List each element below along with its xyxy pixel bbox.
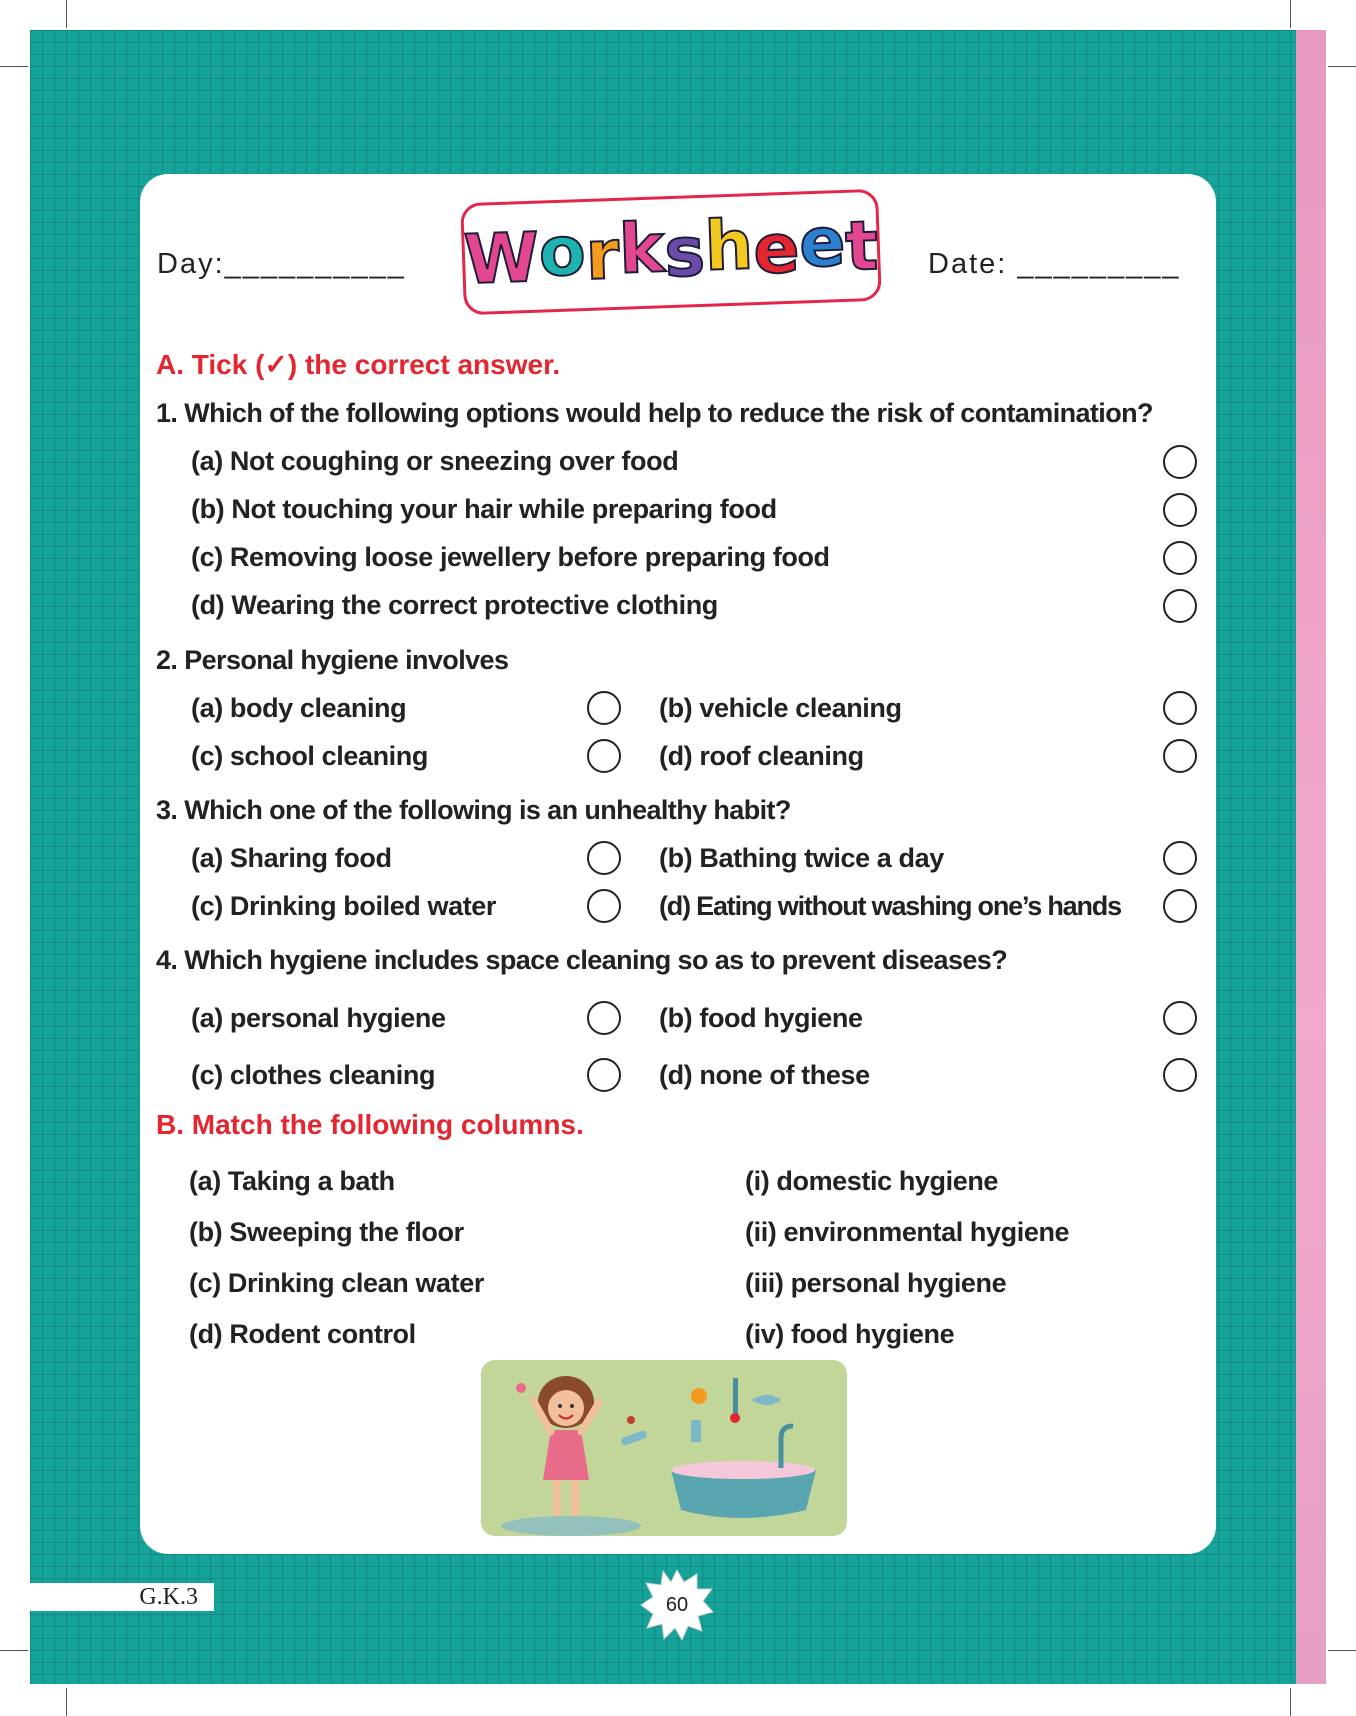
- q1-option-c: (c) Removing loose jewellery before preparing food: [191, 542, 830, 572]
- section-a-heading: A. Tick (✓) the correct answer.: [156, 349, 561, 380]
- q2-option-d-checkbox[interactable]: [1163, 739, 1197, 773]
- bath-scene-icon: [481, 1360, 847, 1536]
- q1-option-a: (a) Not coughing or sneezing over food: [191, 446, 679, 476]
- q4-option-b: (b) food hygiene: [659, 1003, 863, 1033]
- page-number: 60: [665, 1594, 689, 1616]
- question-1: 1. Which of the following options would help to reduce the risk of contamination?: [156, 398, 1153, 428]
- worksheet-title: [462, 202, 880, 301]
- match-left-item: (c) Drinking clean water: [189, 1268, 484, 1298]
- page-number-badge: [640, 1568, 714, 1642]
- q1-option-a-checkbox[interactable]: [1163, 445, 1197, 479]
- worksheet-title-letter: e: [797, 202, 847, 284]
- worksheet-title-letter: e: [751, 209, 801, 291]
- q4-option-c-checkbox[interactable]: [587, 1058, 621, 1092]
- crop-mark: [1290, 1688, 1291, 1716]
- crop-mark: [1290, 0, 1291, 28]
- match-right-item: (ii) environmental hygiene: [745, 1217, 1070, 1247]
- worksheet-title-letter: k: [617, 209, 666, 290]
- q1-option-d-checkbox[interactable]: [1163, 589, 1197, 623]
- q3-option-b-checkbox[interactable]: [1163, 841, 1197, 875]
- hygiene-illustration: [481, 1360, 847, 1536]
- crop-mark: [1328, 66, 1356, 67]
- worksheet-title-letter: s: [663, 212, 707, 294]
- crop-mark: [0, 66, 28, 67]
- worksheet-title-letter: o: [537, 212, 587, 293]
- q3-option-c-checkbox[interactable]: [587, 889, 621, 923]
- q2-option-b: (b) vehicle cleaning: [659, 693, 902, 723]
- q4-option-b-checkbox[interactable]: [1163, 1001, 1197, 1035]
- q3-option-a: (a) Sharing food: [191, 843, 392, 873]
- question-4: 4. Which hygiene includes space cleaning so as to prevent diseases?: [156, 945, 1008, 975]
- q2-option-d: (d) roof cleaning: [659, 741, 864, 771]
- match-right-item: (iii) personal hygiene: [745, 1268, 1007, 1298]
- match-right-item: (iv) food hygiene: [745, 1319, 955, 1349]
- worksheet-title-letter: W: [462, 218, 541, 301]
- worksheet-title-badge: [460, 189, 882, 316]
- q1-option-b: (b) Not touching your hair while preparing food: [191, 494, 777, 524]
- q4-option-a-checkbox[interactable]: [587, 1001, 621, 1035]
- q2-option-b-checkbox[interactable]: [1163, 691, 1197, 725]
- question-2: 2. Personal hygiene involves: [156, 645, 509, 675]
- q2-option-a-checkbox[interactable]: [587, 691, 621, 725]
- question-3: 3. Which one of the following is an unhealthy habit?: [156, 795, 791, 825]
- q3-option-c: (c) Drinking boiled water: [191, 891, 497, 921]
- q1-option-b-checkbox[interactable]: [1163, 493, 1197, 527]
- day-field[interactable]: Day:__________: [157, 248, 406, 280]
- section-b-heading: B. Match the following columns.: [156, 1109, 584, 1140]
- crop-mark: [1328, 1650, 1356, 1651]
- q2-option-a: (a) body cleaning: [191, 693, 407, 723]
- q4-option-c: (c) clothes cleaning: [191, 1060, 436, 1090]
- date-field[interactable]: Date: _________: [928, 248, 1181, 280]
- worksheet-title-letter: r: [584, 215, 621, 296]
- q1-option-d: (d) Wearing the correct protective clothing: [191, 590, 718, 620]
- q3-option-a-checkbox[interactable]: [587, 841, 621, 875]
- side-strip: [1296, 30, 1326, 1684]
- q1-option-c-checkbox[interactable]: [1163, 541, 1197, 575]
- q3-option-b: (b) Bathing twice a day: [659, 843, 944, 873]
- q2-option-c-checkbox[interactable]: [587, 739, 621, 773]
- book-code-label: G.K.3: [30, 1583, 214, 1611]
- crop-mark: [66, 0, 67, 28]
- q4-option-a: (a) personal hygiene: [191, 1003, 446, 1033]
- crop-mark: [0, 1650, 28, 1651]
- match-left-item: (b) Sweeping the floor: [189, 1217, 464, 1247]
- match-right-item: (i) domestic hygiene: [745, 1166, 999, 1196]
- q3-option-d-checkbox[interactable]: [1163, 889, 1197, 923]
- q4-option-d: (d) none of these: [659, 1060, 870, 1090]
- worksheet-title-letter: h: [703, 206, 755, 287]
- q2-option-c: (c) school cleaning: [191, 741, 428, 771]
- crop-mark: [66, 1688, 67, 1716]
- match-left-item: (a) Taking a bath: [189, 1166, 395, 1196]
- q4-option-d-checkbox[interactable]: [1163, 1058, 1197, 1092]
- match-left-item: (d) Rodent control: [189, 1319, 416, 1349]
- q3-option-d: (d) Eating without washing one’s hands: [659, 891, 1121, 921]
- worksheet-title-letter: t: [844, 206, 880, 287]
